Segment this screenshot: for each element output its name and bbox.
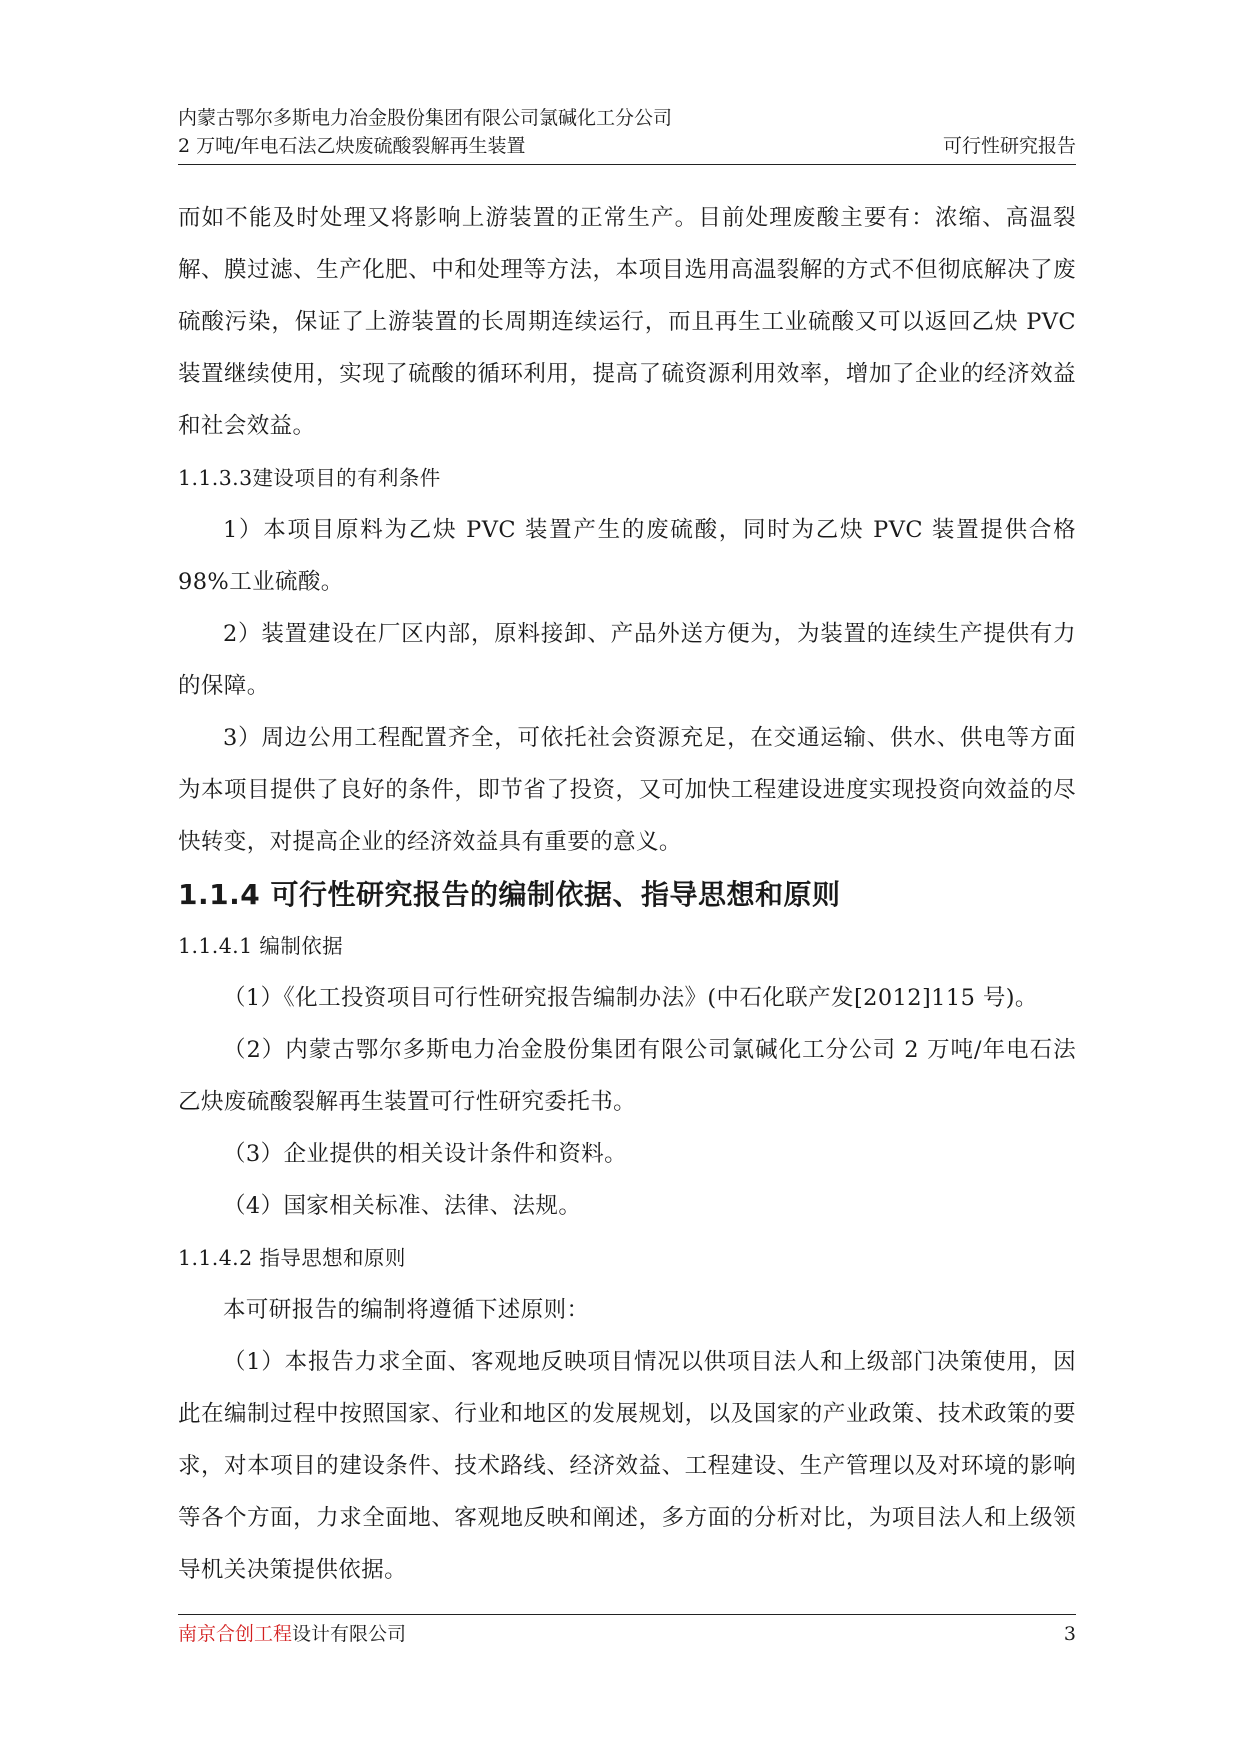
advantage-item-3: 3）周边公用工程配置齐全，可依托社会资源充足，在交通运输、供水、供电等方面为本项目提供了良好的条件，即节省了投资，又可加快工程建设进度实现投资向效益的尽快转变，对提高企业的经济效益具有重要的意义。 [178, 725, 1076, 855]
footer-company [178, 1619, 406, 1649]
page-number: 3 [1063, 1623, 1076, 1645]
heading-1-1-3-3: 1.1.3.3建设项目的有利条件 [178, 466, 441, 490]
basis-item-2: （2）内蒙古鄂尔多斯电力冶金股份集团有限公司氯碱化工分公司 2 万吨/年电石法乙炔废硫酸裂解再生装置可行性研究委托书。 [178, 1037, 1076, 1115]
footer-row [178, 1619, 1076, 1649]
advantage-item-1: 1）本项目原料为乙炔 PVC 装置产生的废硫酸，同时为乙炔 PVC 装置提供合格98%工业硫酸。 [178, 517, 1076, 595]
heading-1-1-4-2: 1.1.4.2 指导思想和原则 [178, 1246, 406, 1270]
footer-rule [178, 1614, 1076, 1615]
heading-1-1-4-1: 1.1.4.1 编制依据 [178, 934, 344, 958]
basis-item-1: （1）《化工投资项目可行性研究报告编制办法》(中石化联产发[2012]115 号)。 [223, 985, 1038, 1011]
header-project-title: 2 万吨/年电石法乙炔废硫酸裂解再生装置 [178, 135, 526, 157]
page-header [178, 104, 1076, 165]
basis-item-3: （3）企业提供的相关设计条件和资料。 [223, 1141, 628, 1167]
header-company: 内蒙古鄂尔多斯电力冶金股份集团有限公司氯碱化工分公司 [178, 107, 673, 129]
principle-intro: 本可研报告的编制将遵循下述原则： [223, 1297, 590, 1323]
page-footer [178, 1614, 1076, 1649]
principle-item-1: （1）本报告力求全面、客观地反映项目情况以供项目法人和上级部门决策使用，因此在编制过程中按照国家、行业和地区的发展规划，以及国家的产业政策、技术政策的要求，对本项目的建设条件、技术路线、经济效益、工程建设、生产管理以及对环境的影响等各个方面，力求全面地、客观地反映和阐述，多方面的分析对比，为项目法人和上级领导机关决策提供依据。 [178, 1349, 1076, 1583]
advantage-item-2: 2）装置建设在厂区内部，原料接卸、产品外送方便为，为装置的连续生产提供有力的保障。 [178, 621, 1076, 699]
page-body [178, 192, 1076, 1596]
header-rule [178, 164, 1076, 165]
paragraph-waste-acid-treatment: 而如不能及时处理又将影响上游装置的正常生产。目前处理废酸主要有：浓缩、高温裂解、膜过滤、生产化肥、中和处理等方法，本项目选用高温裂解的方式不但彻底解决了废硫酸污染，保证了上游装置的长周期连续运行，而且再生工业硫酸又可以返回乙炔 PVC 装置继续使用，实现了硫酸的循环利用，提高了硫资源利用效率，增加了企业的经济效益和社会效益。 [178, 205, 1076, 439]
header-row [178, 132, 1076, 160]
header-report-type: 可行性研究报告 [942, 135, 1076, 157]
footer-company-black: 设计有限公司 [292, 1623, 407, 1645]
footer-company-red: 南京合创工程 [178, 1623, 293, 1645]
basis-item-4: （4）国家相关标准、法律、法规。 [223, 1193, 582, 1219]
heading-1-1-4: 1.1.4 可行性研究报告的编制依据、指导思想和原则 [178, 878, 841, 911]
